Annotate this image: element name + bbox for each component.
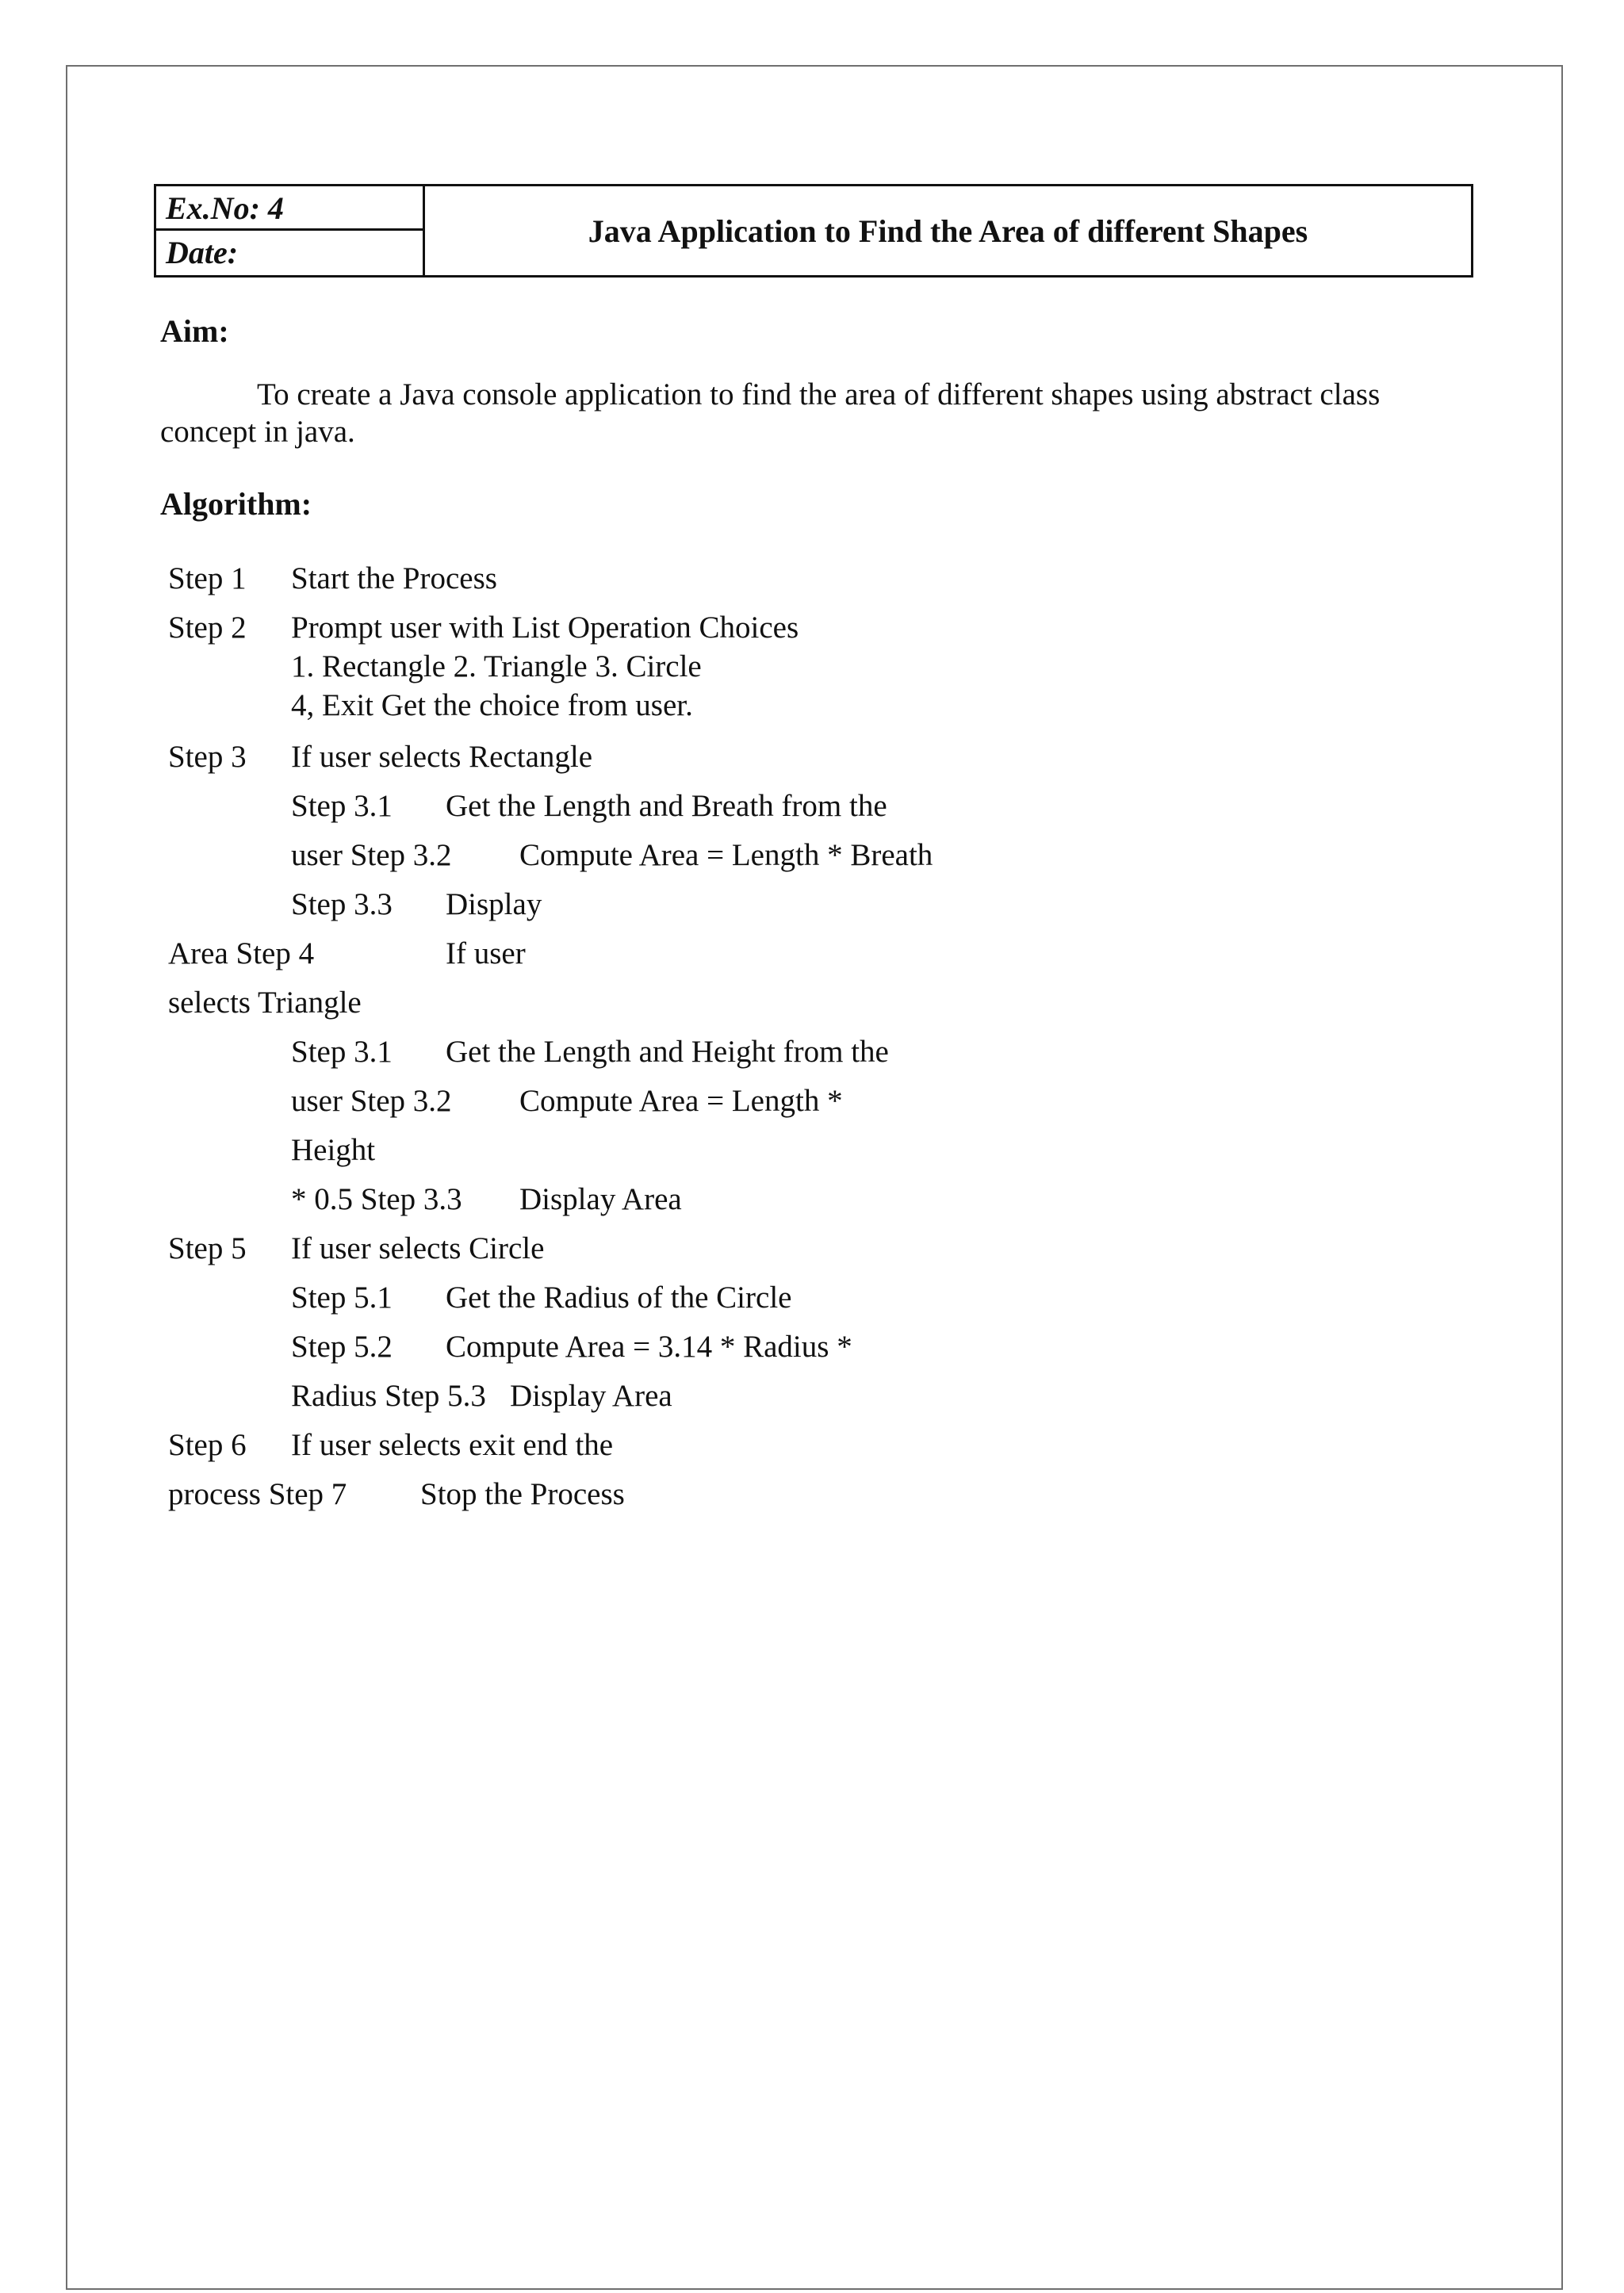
algorithm-line: user Step 3.2 — [291, 1084, 452, 1118]
algorithm-line: user Step 3.2 — [291, 838, 452, 872]
exercise-date: Date: — [166, 235, 239, 270]
algorithm-line: Step 2 — [168, 611, 247, 645]
algorithm-line: Step 5 — [168, 1231, 247, 1265]
algorithm-line: 4, Exit Get the choice from user. — [291, 688, 693, 722]
algorithm-line: Step 3 — [168, 740, 247, 774]
exercise-header-table — [154, 184, 1473, 278]
algorithm-line: Step 3.1 — [291, 1035, 393, 1069]
algorithm-line: Get the Length and Breath from the — [446, 789, 887, 823]
algorithm-line: Area Step 4 — [168, 936, 315, 970]
algorithm-line: Prompt user with List Operation Choices — [291, 611, 799, 645]
algorithm-line: If user selects Rectangle — [291, 740, 593, 774]
algorithm-line: Compute Area = Length * — [519, 1084, 843, 1118]
aim-heading: Aim: — [160, 313, 229, 349]
algorithm-line: Display Area — [519, 1182, 682, 1216]
algorithm-line: Compute Area = Length * Breath — [519, 838, 933, 872]
algorithm-line: Step 3.1 — [291, 789, 393, 823]
aim-text: To create a Java console application to find the area of different shapes using abstract class concept in java. — [160, 377, 1381, 449]
algorithm-line: Step 6 — [168, 1428, 247, 1462]
algorithm-line: 1. Rectangle 2. Triangle 3. Circle — [291, 649, 702, 683]
algorithm-line: Start the Process — [291, 561, 497, 595]
algorithm-line: If user selects Circle — [291, 1231, 545, 1265]
algorithm-line: Compute Area = 3.14 * Radius * — [446, 1330, 852, 1364]
algorithm-line: * 0.5 Step 3.3 — [291, 1182, 462, 1216]
exercise-title: Java Application to Find the Area of different Shapes — [588, 212, 1308, 249]
algorithm-line: Step 3.3 — [291, 887, 393, 921]
algorithm-heading: Algorithm: — [160, 486, 312, 522]
algorithm-line: Stop the Process — [420, 1477, 625, 1511]
algorithm-line: process Step 7 — [168, 1477, 347, 1511]
algorithm-line: Step 5.1 — [291, 1280, 393, 1315]
algorithm-line: If user — [446, 936, 526, 970]
exercise-number: Ex.No: 4 — [156, 186, 423, 231]
algorithm-line: Height — [291, 1133, 376, 1167]
algorithm-line: Get the Radius of the Circle — [446, 1280, 792, 1315]
algorithm-line: Radius Step 5.3 — [291, 1379, 486, 1413]
algorithm-line: Get the Length and Height from the — [446, 1035, 889, 1069]
algorithm-line: If user selects exit end the — [291, 1428, 614, 1462]
algorithm-line: Step 1 — [168, 561, 247, 595]
algorithm-line: selects Triangle — [168, 986, 362, 1020]
algorithm-line: Display — [446, 887, 542, 921]
exercise-meta-column — [156, 186, 425, 275]
algorithm-line: Display Area — [510, 1379, 672, 1413]
algorithm-line: Step 5.2 — [291, 1330, 393, 1364]
